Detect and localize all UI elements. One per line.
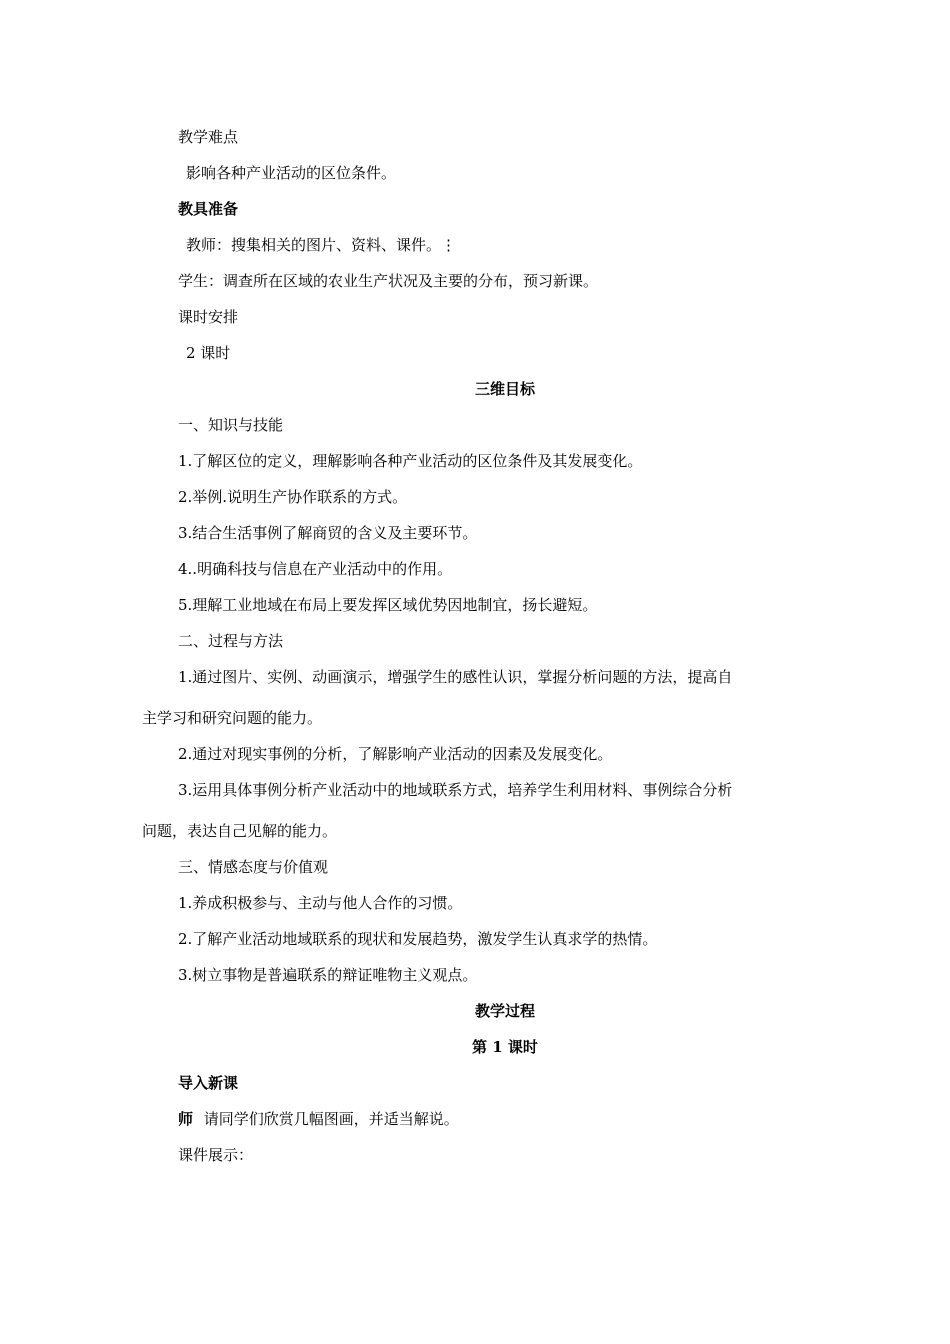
- heading-schedule: 课时安排: [178, 308, 239, 326]
- lesson-title: 第 1 课时: [472, 1038, 538, 1056]
- heading-teaching-aids: 教具准备: [178, 200, 239, 218]
- teacher-speech: 请同学们欣赏几幅图画，并适当解说。: [203, 1110, 459, 1128]
- list-item: 3.结合生活事例了解商贸的含义及主要环节。: [178, 524, 478, 542]
- list-item: 1.通过图片、实例、动画演示，增强学生的感性认识，掌握分析问题的方法，提高自: [178, 668, 733, 686]
- heading-introduction: 导入新课: [178, 1074, 239, 1092]
- list-item: 2.了解产业活动地域联系的现状和发展趋势，激发学生认真求学的热情。: [178, 930, 658, 948]
- list-item: 2.举例.说明生产协作联系的方式。: [178, 488, 408, 506]
- list-item: 4..明确科技与信息在产业活动中的作用。: [178, 560, 453, 578]
- paragraph: 学生：调查所在区域的农业生产状况及主要的分布，预习新课。: [178, 272, 599, 290]
- teacher-line: [178, 1109, 950, 1129]
- section-title-process: 教学过程: [474, 1002, 535, 1020]
- paragraph: 影响各种产业活动的区位条件。: [186, 164, 397, 182]
- list-item-continuation: 主学习和研究问题的能力。: [142, 709, 323, 727]
- list-item: 1.养成积极参与、主动与他人合作的习惯。: [178, 894, 463, 912]
- paragraph: 教师：搜集相关的图片、资料、课件。⋮: [186, 236, 457, 254]
- paragraph: 课件展示：: [178, 1146, 254, 1164]
- heading-teaching-difficulty: 教学难点: [178, 128, 239, 146]
- list-item: 1.了解区位的定义，理解影响各种产业活动的区位条件及其发展变化。: [178, 452, 643, 470]
- list-item: 3.运用具体事例分析产业活动中的地域联系方式，培养学生利用材料、事例综合分析: [178, 781, 733, 799]
- teacher-label: 师: [178, 1110, 194, 1128]
- list-item-continuation: 问题，表达自己见解的能力。: [142, 822, 338, 840]
- subheading: 二、过程与方法: [178, 632, 284, 650]
- paragraph: 2 课时: [186, 344, 231, 362]
- list-item: 5.理解工业地域在布局上要发挥区域优势因地制宜，扬长避短。: [178, 596, 598, 614]
- section-title-objectives: 三维目标: [474, 380, 535, 398]
- subheading: 三、情感态度与价值观: [178, 858, 329, 876]
- subheading: 一、知识与技能: [178, 416, 284, 434]
- list-item: 3.树立事物是普遍联系的辩证唯物主义观点。: [178, 966, 478, 984]
- list-item: 2.通过对现实事例的分析，了解影响产业活动的因素及发展变化。: [178, 745, 613, 763]
